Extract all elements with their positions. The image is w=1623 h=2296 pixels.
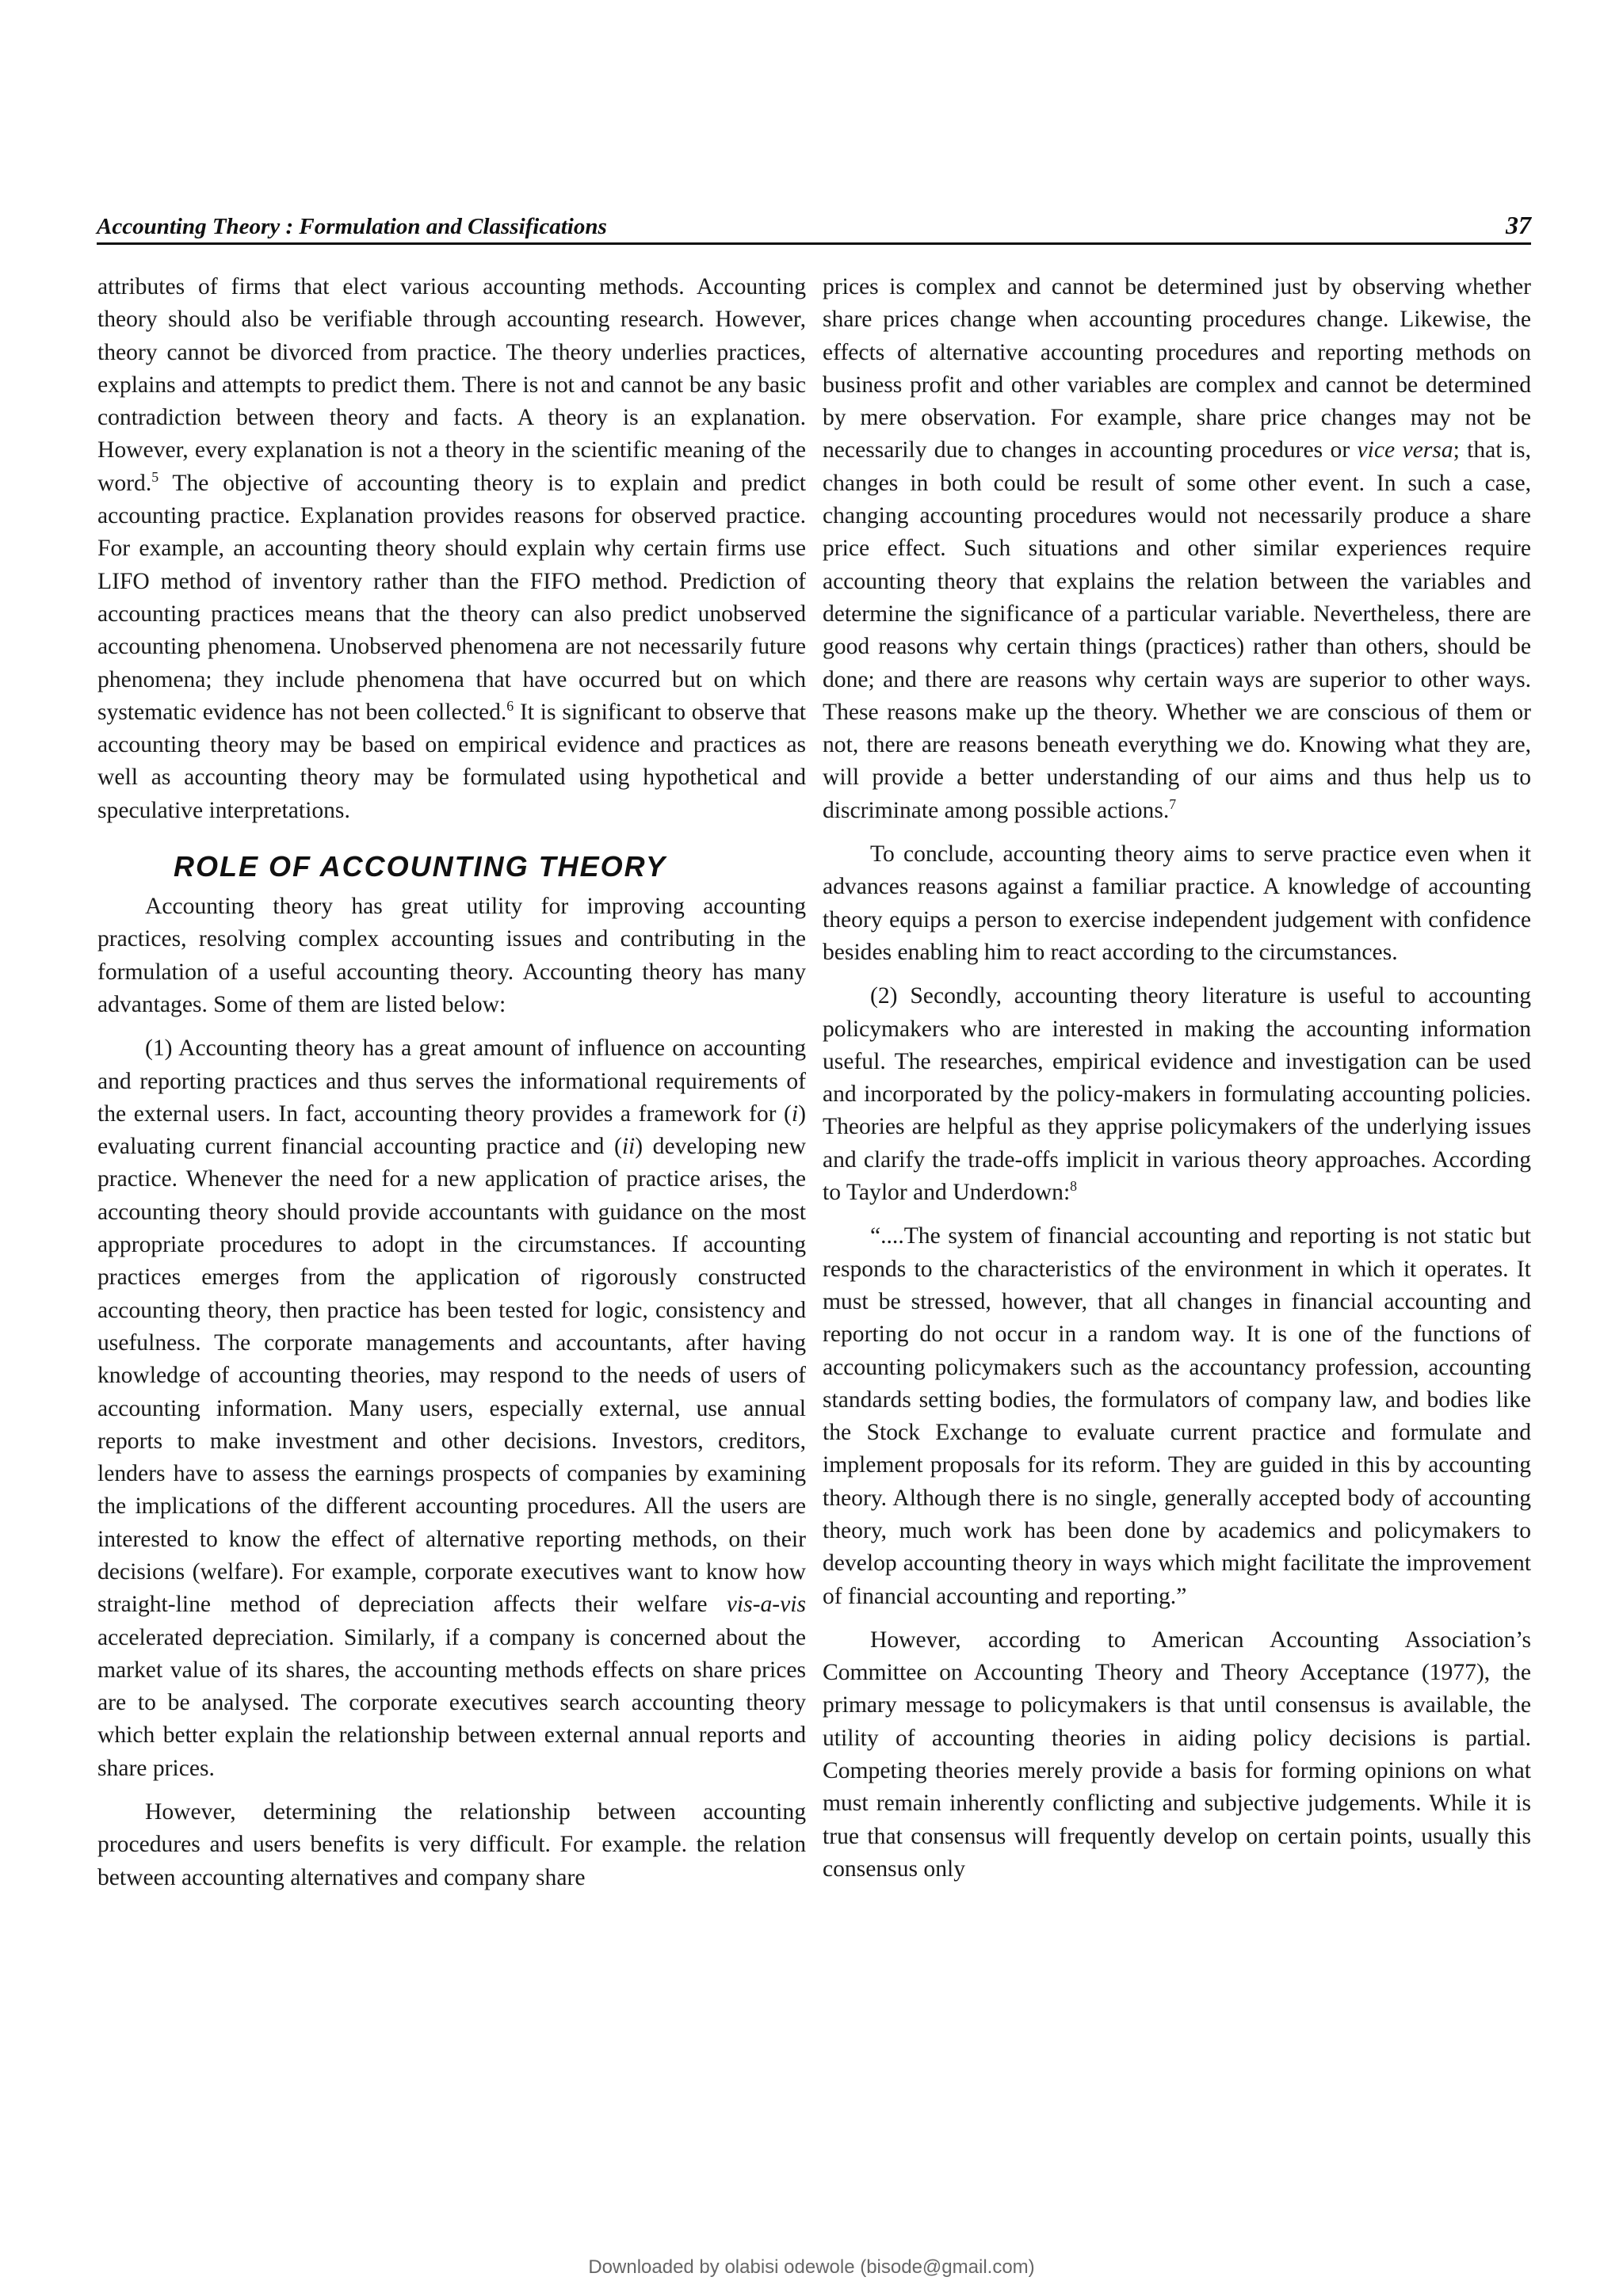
section-heading: ROLE OF ACCOUNTING THEORY [174, 850, 667, 883]
paragraph: However, determining the relationship between accounting procedures and users benefits is very difficult. For example. the relation between accounting alternatives and company share [97, 1799, 806, 1890]
right-column [823, 271, 1531, 1886]
paragraph: attributes of firms that elect various accounting methods. Accounting theory should also be verifiable through accounting research. However, theory cannot be divorced from practice. The theory underlies practices, explains and attempts to predict them. There is not and cannot be any basic contradiction between theory and facts. A theory is an explanation. However, every explanation is not a theory in the scientific meaning of the word.$^5$ The objective of accounting theory is to explain and predict accounting practice. Explanation provides reasons for observed practice. For example, an accounting theory should explain why certain firms use LIFO method of inventory rather than the FIFO method. Prediction of accounting practices means that the theory can also predict unobserved accounting phenomena. Unobserved phenomena are not necessarily future phenomena; they include phenomena that have occurred but on which systematic evidence has not been collected.$^6$ It is significant to observe that accounting theory may be based on empirical evidence and practices as well as accounting theory may be formulated using hypothetical and speculative interpretations. [97, 274, 806, 823]
footnote-ref: 6 [506, 698, 514, 714]
paragraph: (1) Accounting theory has a great amount of influence on accounting and reporting practices and thus serves the informational requirements of the external users. In fact, accounting theory provides a framework for (i) evaluating current financial accounting practice and (ii) developing new practice. Whenever the need for a new application of practice arises, the accounting theory should provide accountants with guidance on the most appropriate procedures to adopt in the circumstances. If accounting practices emerges from the application of rigorously constructed accounting theory, then practice has been tested for logic, consistency and usefulness. The corporate managements and accountants, after having knowledge of accounting theories, may respond to the needs of users of accounting information. Many users, especially external, use annual reports to make investment and other decisions. Investors, creditors, lenders have to assess the earnings prospects of companies by examining the implications of the different accounting procedures. All the users are interested to know the effect of alternative reporting methods, on their decisions (welfare). For example, corporate executives want to know how straight-line method of depreciation affects their welfare vis-a-vis accelerated depreciation. Similarly, if a company is concerned about the market value of its shares, the accounting methods effects on share prices are to be analysed. The corporate executives search accounting theory which better explain the relationship between external annual reports and share prices. [97, 1035, 806, 1781]
paragraph: prices is complex and cannot be determined just by observing whether share prices change when accounting procedures change. Likewise, the effects of alternative accounting procedures and reporting methods on business profit and other variables are complex and cannot be determined by mere observation. For example, share price changes may not be necessarily due to changes in accounting procedures or vice versa; that is, changes in both could be result of some other event. In such a case, changing accounting procedures would not necessarily produce a share price effect. Such situations and other similar experiences require accounting theory that explains the relation between the variables and determine the significance of a particular variable. Nevertheless, there are good reasons why certain things (practices) rather than others, should be done; and there are reasons why certain ways are superior to other ways. These reasons make up the theory. Whether we are conscious of them or not, there are reasons beneath everything we do. Knowing what they are, will provide a better understanding of our aims and thus help us to discriminate among possible actions.$^7$ [823, 274, 1531, 823]
footnote-ref: 7 [1169, 795, 1177, 812]
footnote-ref: 5 [151, 468, 159, 485]
running-title: Accounting Theory : Formulation and Classifications [97, 214, 607, 239]
footnote-ref: 8 [1070, 1178, 1078, 1195]
paragraph: Accounting theory has great utility for improving accounting practices, resolving complex accounting issues and contributing in the formulation of a useful accounting theory. Accounting theory has many advantages. Some of them are listed below: [97, 894, 806, 1017]
running-header [97, 211, 1531, 245]
download-footer: Downloaded by olabisi odewole (bisode@gmail.com) [588, 2256, 1035, 2278]
page-number: 37 [1506, 211, 1531, 239]
block-quote: “....The system of financial accounting and reporting is not static but responds to the characteristics of the environment in which it operates. It must be stressed, however, that all changes in financial accounting and reporting do not occur in a random way. It is one of the functions of accounting policymakers such as the accountancy profession, accounting standards setting bodies, the formulators of company law, and bodies like the Stock Exchange to evaluate current practice and formulate and implement proposals for its reform. They are guided in this by accounting theory. Although there is no single, generally accepted body of accounting theory, much work has been done by academics and policymakers to develop accounting theory in ways which might facilitate the improvement of financial accounting and reporting.” [823, 1223, 1531, 1609]
paragraph: To conclude, accounting theory aims to serve practice even when it advances reasons against a familiar practice. A knowledge of accounting theory equips a person to exercise independent judgement with confidence besides enabling him to react according to the circumstances. [823, 841, 1531, 965]
paragraph: However, according to American Accounting Association’s Committee on Accounting Theory and Theory Acceptance (1977), the primary message to policymakers is that until consensus is available, the utility of accounting theories in aiding policy decisions is partial. Competing theories merely provide a basis for forming opinions on what must remain inherently conflicting and subjective judgements. While it is true that consensus will frequently develop on certain points, usually this consensus only [823, 1627, 1531, 1882]
paragraph: (2) Secondly, accounting theory literature is useful to accounting policymakers who are interested in making the accounting information useful. The researches, empirical evidence and investigation can be used and incorporated by the policy-makers in formulating accounting policies. Theories are helpful as they apprise policymakers of the underlying issues and clarify the trade-offs implicit in various theory approaches. According to Taylor and Underdown:$^8$ [823, 983, 1531, 1206]
left-column [97, 271, 806, 1894]
